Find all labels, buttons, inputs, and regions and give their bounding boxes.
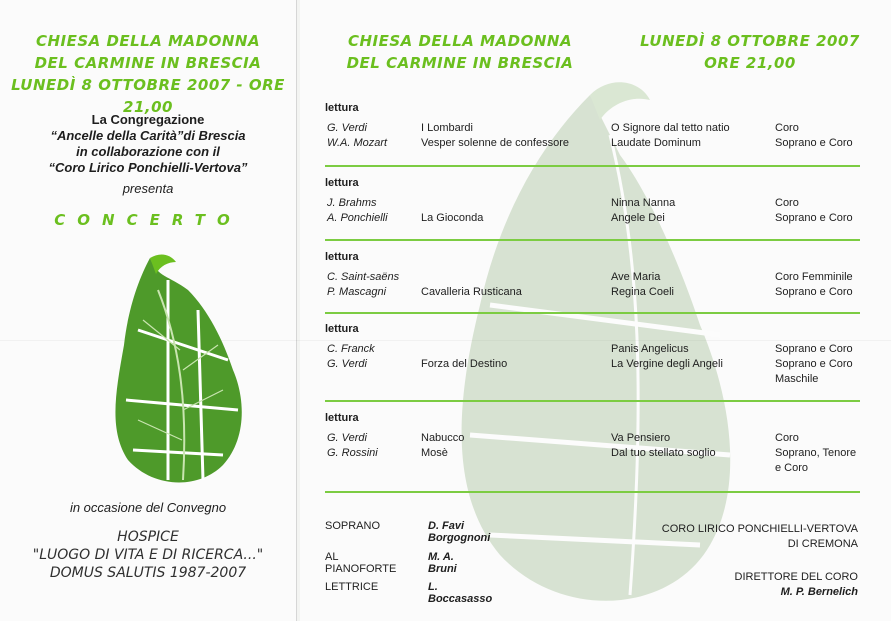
program-section [325,412,865,477]
voice: Coro [775,122,799,134]
piece: O Signore dal tetto natio [611,122,730,134]
voice: Maschile [775,373,819,385]
leaf-illustration [98,250,248,490]
piece: Angele Dei [611,212,665,224]
event-date-time: LUNEDÌ 8 OTTOBRE 2007 - ORE 21,00 [11,76,285,116]
section-divider [325,400,860,402]
program-row [325,462,865,477]
choir-name [640,522,858,552]
voice: Coro Femminile [775,271,853,283]
program-row [325,212,865,227]
program-row [325,447,865,462]
program-section [325,177,865,227]
composer: G. Verdi [327,122,367,134]
piece: Dal tuo stellato soglio [611,447,716,459]
performer-role: LETTRICE [325,581,379,593]
voice: Soprano e Coro [775,343,853,355]
concerto-title: CONCERTO [54,211,242,229]
program-row [325,271,865,286]
composer: J. Brahms [327,197,377,209]
hospice-line: DOMUS SALUTIS 1987-2007 [49,565,247,581]
right-header-church [340,30,580,74]
program-section [325,323,865,388]
program-row [325,358,865,373]
composer: G. Verdi [327,358,367,370]
composer: W.A. Mozart [327,137,388,149]
program-section [325,251,865,301]
voice: Soprano e Coro [775,286,853,298]
hospice-line: "LUOGO DI VITA E DI RICERCA..." [32,547,264,563]
organizer-line: La Congregazione [91,112,205,127]
voice: Coro [775,197,799,209]
opera: Nabucco [421,432,465,444]
section-divider [325,165,860,167]
organizer-line: in collaborazione con il [76,144,220,159]
opera: Vesper solenne de confessore [421,137,569,149]
piece: Ave Maria [611,271,661,283]
voice: Coro [775,432,799,444]
event-date: LUNEDÌ 8 OTTOBRE 2007 [640,32,860,50]
piece: Laudate Dominum [611,137,701,149]
voice: Soprano e Coro [775,137,853,149]
performer-name: L. Boccasasso [428,581,493,605]
presenta-text: presenta [122,181,174,196]
program-row [325,343,865,358]
choir-line: DI CREMONA [787,538,858,550]
piece: Va Pensiero [611,432,671,444]
section-divider [325,239,860,241]
composer: A. Ponchielli [327,212,388,224]
performer-role: AL PIANOFORTE [325,551,397,575]
opera: I Lombardi [421,122,473,134]
piece: La Vergine degli Angeli [611,358,723,370]
performer-role: SOPRANO [325,520,381,532]
composer: C. Franck [327,343,375,355]
section-title: lettura [325,102,359,114]
program-row [325,122,865,137]
opera: Cavalleria Rusticana [421,286,522,298]
church-location: DEL CARMINE IN BRESCIA [34,54,262,72]
voice: Soprano, Tenore [775,447,857,459]
piece: Panis Angelicus [611,343,689,355]
occasion-text: in occasione del Convegno [69,500,227,515]
composer: G. Rossini [327,447,378,459]
piece: Regina Coeli [611,286,674,298]
right-header-date [640,30,860,74]
organizers [0,112,296,176]
choir-line: CORO LIRICO PONCHIELLI-VERTOVA [661,523,858,535]
voice: Soprano e Coro [775,212,853,224]
director-name: M. P. Bernelich [780,586,858,598]
program-row [325,137,865,152]
composer: C. Saint-saëns [327,271,400,283]
program-row [325,432,865,447]
section-divider [325,312,860,314]
composer: G. Verdi [327,432,367,444]
left-header [0,30,296,118]
section-title: lettura [325,251,359,263]
voice: e Coro [775,462,809,474]
voice: Soprano e Coro [775,358,853,370]
section-title: lettura [325,177,359,189]
church-location: DEL CARMINE IN BRESCIA [346,54,574,72]
opera: Forza del Destino [421,358,508,370]
program-row [325,373,865,388]
church-name: CHIESA DELLA MADONNA [347,32,573,50]
program-row [325,197,865,212]
piece: Ninna Nanna [611,197,676,209]
organizer-line: “Ancelle della Carità”di Brescia [50,128,246,143]
event-time: ORE 21,00 [704,54,796,72]
organizer-line: “Coro Lirico Ponchielli-Vertova” [48,160,248,175]
performer-name: D. Favi Borgognoni [428,520,491,544]
director-title: DIRETTORE DEL CORO [734,571,858,583]
hospice-title [0,528,296,582]
church-name: CHIESA DELLA MADONNA [35,32,261,50]
director-block [640,570,858,600]
section-title: lettura [325,323,359,335]
opera: La Gioconda [421,212,484,224]
opera: Mosè [421,447,448,459]
performer-name: M. A. Bruni [428,551,457,575]
composer: P. Mascagni [327,286,387,298]
hospice-line: HOSPICE [117,529,179,545]
section-divider [325,491,860,493]
program-section [325,102,865,152]
section-title: lettura [325,412,359,424]
program-row [325,286,865,301]
